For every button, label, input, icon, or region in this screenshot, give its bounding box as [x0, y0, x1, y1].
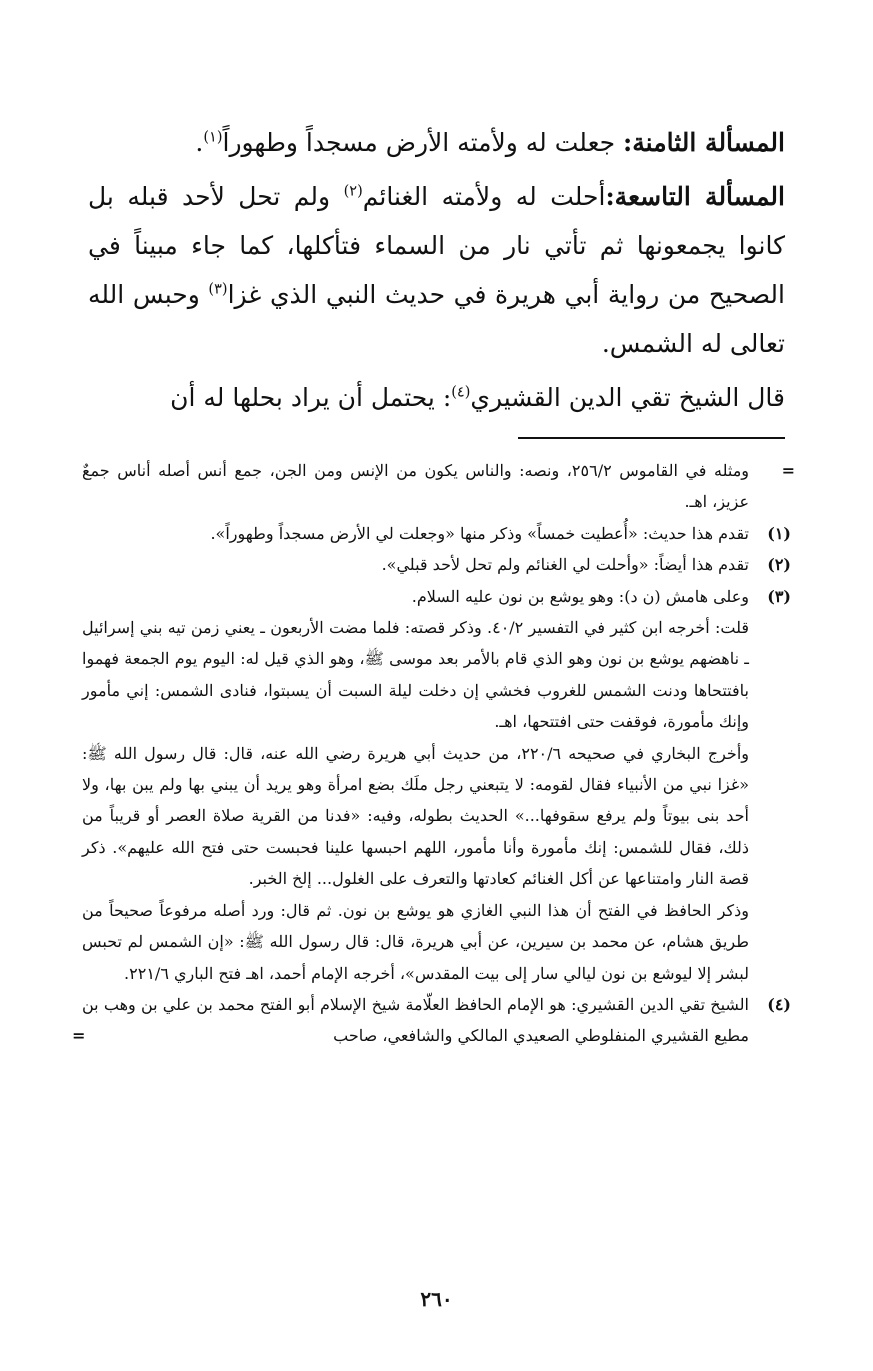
- footnote-3: [82, 581, 791, 612]
- issue-nine-text-a: أحلت له ولأمته الغنائم: [362, 182, 606, 211]
- paragraph-issue-nine: [88, 172, 785, 368]
- footnote-3-paragraph-3: وذكر الحافظ في الفتح أن هذا النبي الغازي هو يوشع بن نون. ثم قال: ورد أصله مرفوعاً صحيحاً من طريق هشام، عن محمد بن سيرين، عن أبي هريرة، قال: قال رسول الله ﷺ: «إن الشمس لم تحبس لبشر إلا ليوشع بن نون ليالي سار إلى بيت المقدس»، أخرجه الإمام أحمد، اهـ فتح الباري ٢٢١/٦.: [82, 900, 750, 983]
- footnote-text-3: وعلى هامش (ن د): وهو يوشع بن نون عليه السلام.: [411, 586, 749, 606]
- issue-eight-end: .: [195, 128, 204, 157]
- footnote-2: [82, 549, 791, 580]
- footnote-ref-1[interactable]: (١): [203, 129, 223, 146]
- issue-nine-text-b: ولم تحل لأحد قبله بل كانوا يجمعونها ثم تأتي نار من السماء فتأكلها، كما جاء مبيناً في الصحيح من رواية أبي هريرة في حديث النبي الذي غزا: [88, 182, 785, 309]
- footnote-4: [72, 989, 791, 1052]
- footnote-ref-3[interactable]: (٣): [208, 281, 228, 298]
- footnote-3-ibn-kathir: [82, 612, 791, 738]
- footnote-number-1: (١): [767, 523, 791, 543]
- issue-eight-heading: المسألة الثامنة:: [623, 128, 785, 157]
- footnote-continuation-text: ومثله في القاموس ٢٥٦/٢، ونصه: والناس يكون من الإنس ومن الجن، جمع أنس أصله أناس جمعٌ عزيز، اهـ.: [82, 461, 749, 512]
- continuation-mark: =: [781, 461, 795, 480]
- qushayri-text-a: قال الشيخ تقي الدين القشيري: [470, 383, 785, 412]
- issue-nine-heading: المسألة التاسعة:: [605, 182, 785, 211]
- qushayri-text-b: : يحتمل أن يراد بحلها له أن: [170, 383, 452, 412]
- footnote-number-2: (٢): [767, 555, 791, 575]
- footnote-3-paragraph-1: قلت: أخرجه ابن كثير في التفسير ٤٠/٢. وذكر قصته: فلما مضت الأربعون ـ يعني زمن تيه بني إسرائيل ـ ناهضهم يوشع بن نون وهو الذي قام بالأمر بعد موسى ﷺ، وهو الذي قيل له: اليوم يوم الجمعة فهموا بافتتحاها ودنت الشمس للغروب فخشي إن دخلت ليلة السبت أن يسبتوا، فنادى الشمس: إني مأمور وإنك مأمورة، فوقفت حتى افتتحها، اهـ.: [82, 618, 750, 732]
- footnote-separator: [518, 437, 785, 439]
- footnote-text-1: تقدم هذا حديث: «أُعطيت خمساً» وذكر منها «وجعلت لي الأرض مسجداً وطهوراً».: [210, 523, 749, 543]
- issue-nine-text-c: وحبس الله تعالى له الشمس.: [88, 280, 785, 358]
- continuation-end-mark: =: [72, 1026, 86, 1046]
- paragraph-issue-eight: [88, 118, 785, 167]
- footnote-number-3: (٣): [767, 586, 791, 606]
- main-text: [88, 118, 785, 422]
- footnote-3-paragraph-2: وأخرج البخاري في صحيحه ٢٢٠/٦، من حديث أبي هريرة رضي الله عنه، قال: قال رسول الله ﷺ: «غزا نبي من الأنبياء فقال لقومه: لا يتبعني رجل ملَك بضع امرأة وهو يريد أن يبني بها ولم يبن بها، ولا أحد بنى بيوتاً ولم يرفع سقوفها...» الحديث بطوله، وفيه: «فدنا من القرية صلاة العصر أو قريباً من ذلك، فقال للشمس: إنك مأمورة وأنا مأمور، اللهم احبسها علينا فحبست حتى فتح الله عليهم». ذكر قصة النار وامتناعها عن أكل الغنائم كعادتها والتعرف على الغلول... إلخ الخبر.: [82, 743, 749, 889]
- footnote-text-4: الشيخ تقي الدين القشيري: هو الإمام الحافظ العلّامة شيخ الإسلام أبو الفتح محمد بن علي بن وهب بن مطيع القشيري المنفلوطي الصعيدي المالكي والشافعي، صاحب: [82, 994, 749, 1046]
- footnote-ref-2[interactable]: (٢): [343, 183, 363, 200]
- footnote-number-4: (٤): [767, 994, 791, 1014]
- page-number: ٢٦٠: [420, 1287, 453, 1311]
- footnote-3-bukhari: [82, 738, 791, 895]
- footnote-1: [82, 518, 791, 549]
- footnote-ref-4[interactable]: (٤): [451, 384, 471, 401]
- footnote-text-2: تقدم هذا أيضاً: «وأحلت لي الغنائم ولم تحل لأحد قبلي».: [381, 555, 749, 575]
- footnote-continuation: [82, 455, 795, 518]
- paragraph-qushayri: [88, 373, 785, 422]
- footnotes: [72, 455, 795, 1052]
- issue-eight-text: جعلت له ولأمته الأرض مسجداً وطهوراً: [222, 128, 624, 157]
- footnote-3-fath: [82, 895, 791, 989]
